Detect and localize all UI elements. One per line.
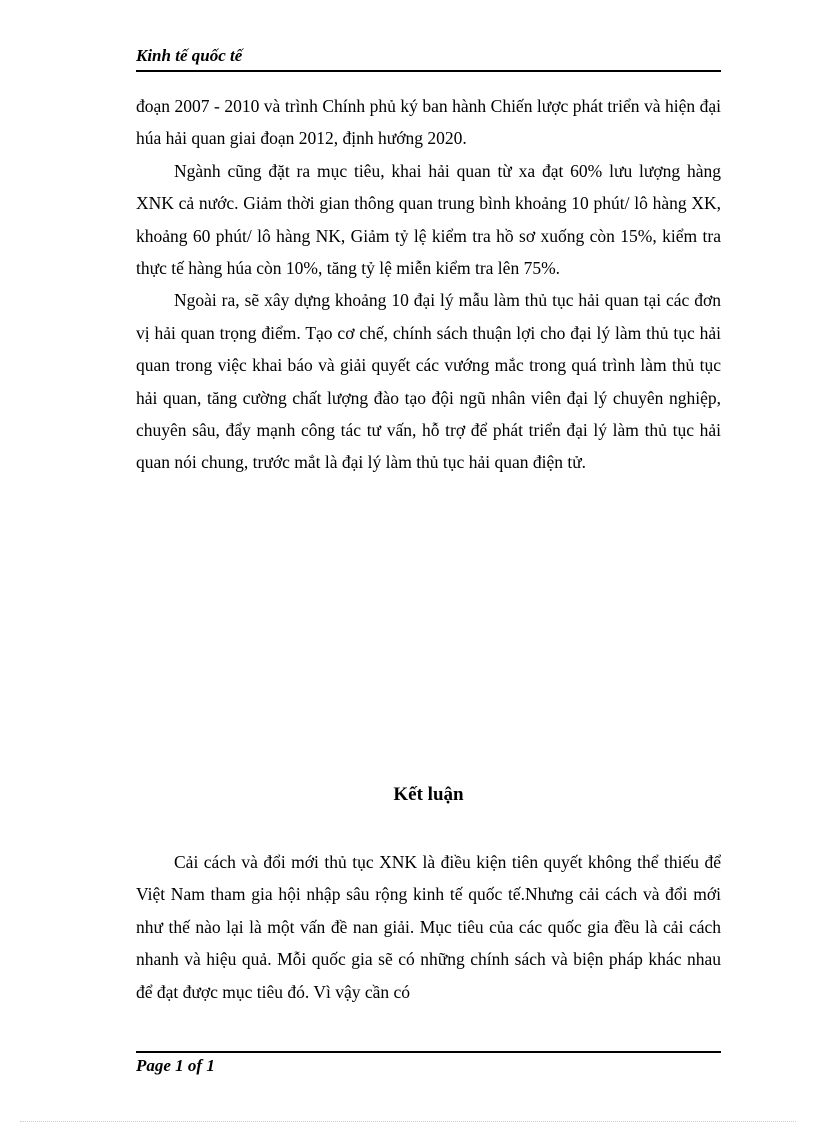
page-header-title: Kinh tế quốc tế <box>136 46 243 65</box>
footer-divider <box>136 1051 721 1053</box>
body-text <box>136 90 721 479</box>
conclusion-text <box>136 846 721 1008</box>
body-paragraph-3: Ngoài ra, sẽ xây dựng khoảng 10 đại lý mẫu làm thủ tục hải quan tại các đơn vị hải quan trọng điểm. Tạo cơ chế, chính sách thuận lợi cho đại lý làm thủ tục hải quan trong việc khai báo và giải quyết các vướng mắc trong quá trình làm thủ tục hải quan, tăng cường chất lượng đào tạo đội ngũ nhân viên đại lý chuyên nghiệp, chuyên sâu, đẩy mạnh công tác tư vấn, hỗ trợ để phát triển đại lý làm thủ tục hải quan nói chung, trước mắt là đại lý làm thủ tục hải quan điện tử. <box>136 290 721 473</box>
body-paragraph-2: Ngành cũng đặt ra mục tiêu, khai hải quan từ xa đạt 60% lưu lượng hàng XNK cả nước. Giảm thời gian thông quan trung bình khoảng 10 phút/ lô hàng XK, khoảng 60 phút/ lô hàng NK, Giảm tỷ lệ kiểm tra hồ sơ xuống còn 15%, kiểm tra thực tế hàng húa còn 10%, tăng tỷ lệ miễn kiểm tra lên 75%. <box>136 160 721 279</box>
conclusion-heading: Kết luận <box>393 784 464 805</box>
page-footer-label: Page 1 of 1 <box>136 1056 215 1075</box>
body-paragraph-1: đoạn 2007 - 2010 và trình Chính phủ ký ban hành Chiến lược phát triển và hiện đại húa hải quan giai đoạn 2012, định hướng 2020. <box>136 96 721 149</box>
page-boundary <box>20 1121 796 1122</box>
header-divider <box>136 70 721 72</box>
conclusion-paragraph: Cải cách và đổi mới thủ tục XNK là điều kiện tiên quyết không thể thiếu để Việt Nam tham gia hội nhập sâu rộng kinh tế quốc tế.Nhưng cải cách và đổi mới như thế nào lại là một vấn đề nan giải. Mục tiêu của các quốc gia đều là cải cách nhanh và hiệu quả. Mỗi quốc gia sẽ có những chính sách và biện pháp khác nhau để đạt được mục tiêu đó. Vì vậy cần có <box>136 852 721 1002</box>
